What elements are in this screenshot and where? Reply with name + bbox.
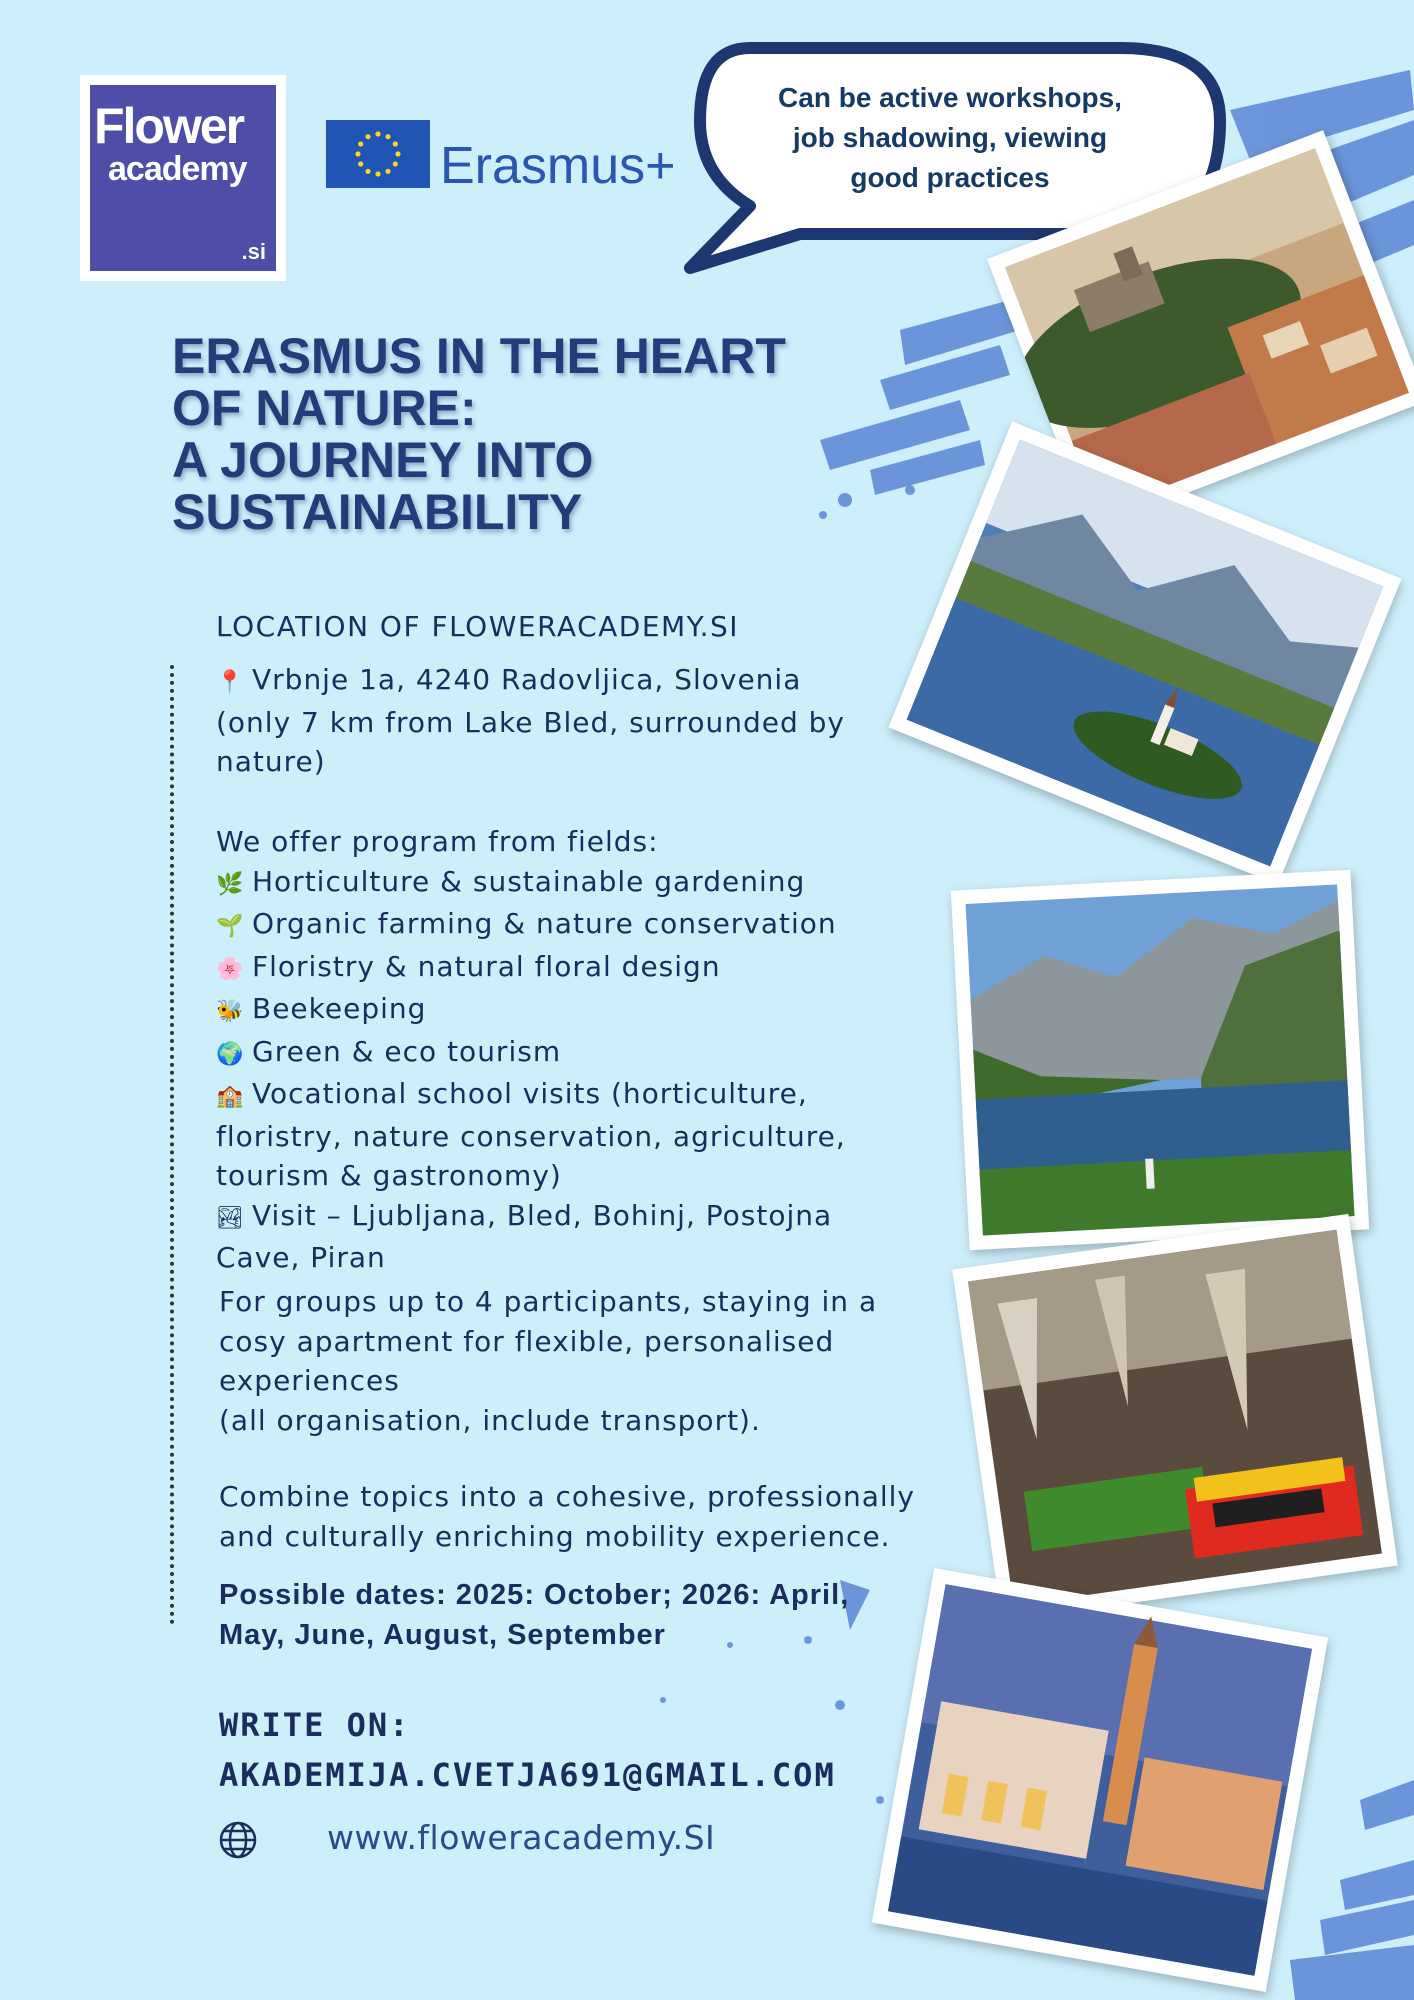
groups-line: experiences [219, 1364, 400, 1397]
groups-line: For groups up to 4 participants, staying in a [219, 1285, 878, 1318]
program-item-continued: Cave, Piran [216, 1241, 386, 1274]
globe-icon [218, 1820, 258, 1860]
location-heading: LOCATION OF FLOWERACADEMY.SI [216, 610, 740, 643]
school-icon: 🏫 [216, 1084, 245, 1109]
program-block [216, 822, 936, 1278]
lake-bohinj-image [951, 870, 1369, 1250]
address-line: Vrbnje 1a, 4240 Radovljica, Slovenia [252, 663, 802, 696]
combine-line: and culturally enriching mobility experience. [219, 1519, 891, 1553]
brush-speck [876, 1796, 884, 1804]
address-line: nature) [216, 745, 326, 778]
program-item [216, 904, 936, 947]
map-pin-icon: 📍 [216, 670, 245, 695]
program-item-label: Horticulture & sustainable gardening [252, 864, 806, 898]
program-item-label: Visit – Ljubljana, Bled, Bohinj, Postojna [252, 1198, 833, 1232]
speech-bubble-text [735, 78, 1165, 198]
seedling-icon: 🌱 [216, 914, 245, 939]
title-line: A JOURNEY INTO [172, 432, 594, 488]
erasmus-plus-wordmark: Erasmus+ [440, 137, 676, 195]
combine-block [219, 1477, 939, 1556]
write-on-label: WRITE ON: [219, 1706, 411, 1744]
herb-icon: 🌿 [216, 871, 245, 897]
globe-icon: 🌍 [216, 1041, 245, 1067]
brush-speck [835, 1700, 845, 1710]
groups-line: cosy apartment for flexible, personalised [219, 1324, 835, 1358]
address-block [216, 660, 936, 782]
groups-block [219, 1282, 939, 1440]
groups-line: (all organisation, include transport). [219, 1403, 761, 1437]
program-item-label: Green & eco tourism [252, 1034, 562, 1068]
photo-lake-bohinj [951, 870, 1369, 1250]
program-item-continued: tourism & gastronomy) [216, 1159, 562, 1192]
logo-text-flower: Flower [94, 98, 244, 154]
program-intro: We offer program from fields: [216, 825, 659, 858]
brush-speck [838, 493, 852, 507]
dates-line: May, June, August, September [219, 1619, 666, 1651]
title-line: SUSTAINABILITY [172, 484, 583, 540]
program-item-continued: floristry, nature conservation, agriculture, [216, 1119, 846, 1153]
eu-stars-icon [326, 120, 430, 188]
photo-postojna-cave [952, 1214, 1398, 1621]
contact-block [219, 1700, 836, 1800]
flower-academy-logo [80, 75, 286, 281]
program-item [216, 1074, 936, 1117]
page-title [172, 330, 832, 538]
program-item [216, 862, 936, 905]
program-item-label: Floristry & natural floral design [252, 949, 721, 983]
dotted-divider [170, 665, 174, 1625]
program-item [216, 947, 936, 990]
logo-badge [90, 85, 276, 271]
logo-text-academy: academy [108, 150, 247, 188]
brush-stroke [1290, 1945, 1414, 2000]
bubble-line: job shadowing, viewing [792, 122, 1108, 153]
brush-stroke [880, 345, 1010, 410]
brush-speck [905, 485, 915, 495]
landscape-icon: 🏞 [216, 1205, 245, 1231]
program-item-label: Vocational school visits (horticulture, [252, 1077, 808, 1110]
blossom-icon: 🌸 [216, 956, 245, 982]
program-item-label: Organic farming & nature conservation [252, 907, 837, 940]
possible-dates [219, 1575, 979, 1655]
program-item [216, 1032, 936, 1075]
dates-line: Possible dates: 2025: October; 2026: April, [219, 1579, 850, 1611]
eu-flag-icon [326, 120, 430, 188]
bubble-line: good practices [850, 162, 1050, 193]
website-link[interactable]: www.floweracademy.SI [327, 1818, 716, 1857]
title-line: ERASMUS IN THE HEART [172, 328, 786, 384]
bee-icon: 🐝 [216, 999, 245, 1024]
bubble-line: Can be active workshops, [778, 82, 1122, 113]
title-line: OF NATURE: [172, 380, 477, 436]
program-item [216, 1196, 936, 1239]
postojna-cave-image [952, 1214, 1398, 1621]
program-item [216, 989, 936, 1032]
program-item-label: Beekeeping [252, 992, 427, 1025]
brush-stroke [1360, 1780, 1414, 1830]
logo-text-si: .si [241, 239, 266, 264]
email-link[interactable]: AKADEMIJA.CVETJA691@GMAIL.COM [219, 1756, 836, 1794]
combine-line: Combine topics into a cohesive, professionally [219, 1480, 915, 1513]
address-line: (only 7 km from Lake Bled, surrounded by [216, 705, 845, 739]
